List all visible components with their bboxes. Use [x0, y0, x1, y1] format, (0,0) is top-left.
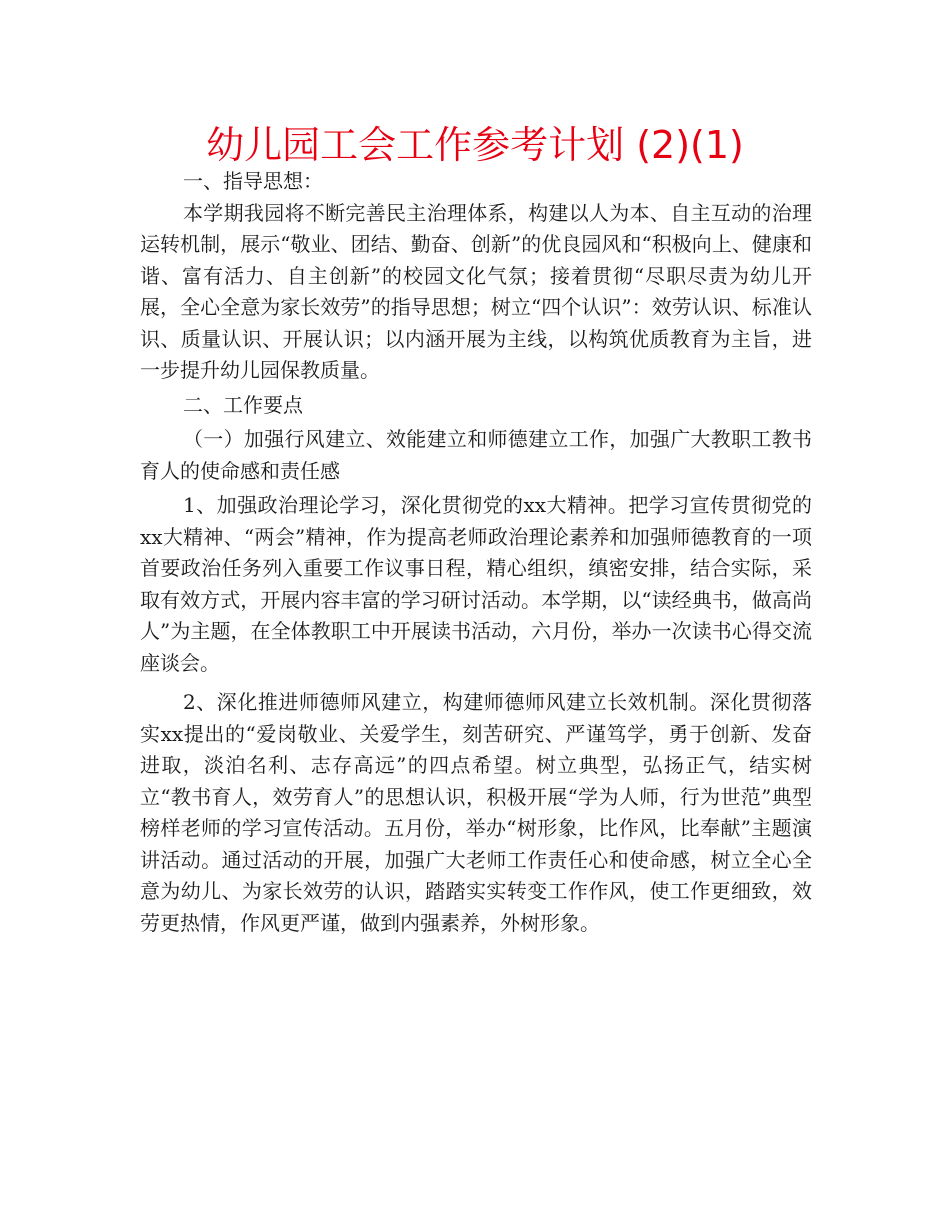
section-heading-guiding-ideology: 一、指导思想： — [183, 169, 323, 193]
paragraph-item-1: 1、加强政治理论学习，深化贯彻党的xx大精神。把学习宣传贯彻党的xx大精神、“两会”精神，作为提高老师政治理论素养和加强师德教育的一项首要政治任务列入重要工作议事日程，精心组织，缜密安排，结合实际，采取有效方式，开展内容丰富的学习研讨活动。本学期，以“读经典书，做高尚人”为主题，在全体教职工中开展读书活动，六月份，举办一次读书心得交流座谈会。 — [140, 493, 812, 675]
document-title: 幼儿园工会工作参考计划 (2)(1) — [206, 123, 744, 167]
section-heading-work-points: 二、工作要点 — [183, 392, 303, 417]
paragraph-guiding-ideology: 本学期我园将不断完善民主治理体系，构建以人为本、自主互动的治理运转机制，展示“敬业、团结、勤奋、创新”的优良园风和“积极向上、健康和谐、富有活力、自主创新”的校园文化气氛；接着贯彻“尽职尽责为幼儿开展，全心全意为家长效劳”的指导思想；树立“四个认识”：效劳认识、标准认识、质量认识、开展认识；以内涵开展为主线，以构筑优质教育为主旨，进一步提升幼儿园保教质量。 — [140, 200, 812, 382]
document-body — [140, 166, 812, 939]
subsection-heading-one: （一）加强行风建立、效能建立和师德建立工作，加强广大教职工教书育人的使命感和责任感 — [140, 427, 812, 483]
paragraph-item-2: 2、深化推进师德师风建立，构建师德师风建立长效机制。深化贯彻落实xx提出的“爱岗敬业、关爱学生，刻苦研究、严谨笃学，勇于创新、发奋进取，淡泊名利、志存高远”的四点希望。树立典型，弘扬正气，结实树立“教书育人，效劳育人”的思想认识，积极开展“学为人师，行为世范”典型榜样老师的学习宣传活动。五月份，举办“树形象，比作风，比奉献”主题演讲活动。通过活动的开展，加强广大老师工作责任心和使命感，树立全心全意为幼儿、为家长效劳的认识，踏踏实实转变工作作风，使工作更细致，效劳更热情，作风更严谨，做到内强素养，外树形象。 — [140, 690, 812, 935]
